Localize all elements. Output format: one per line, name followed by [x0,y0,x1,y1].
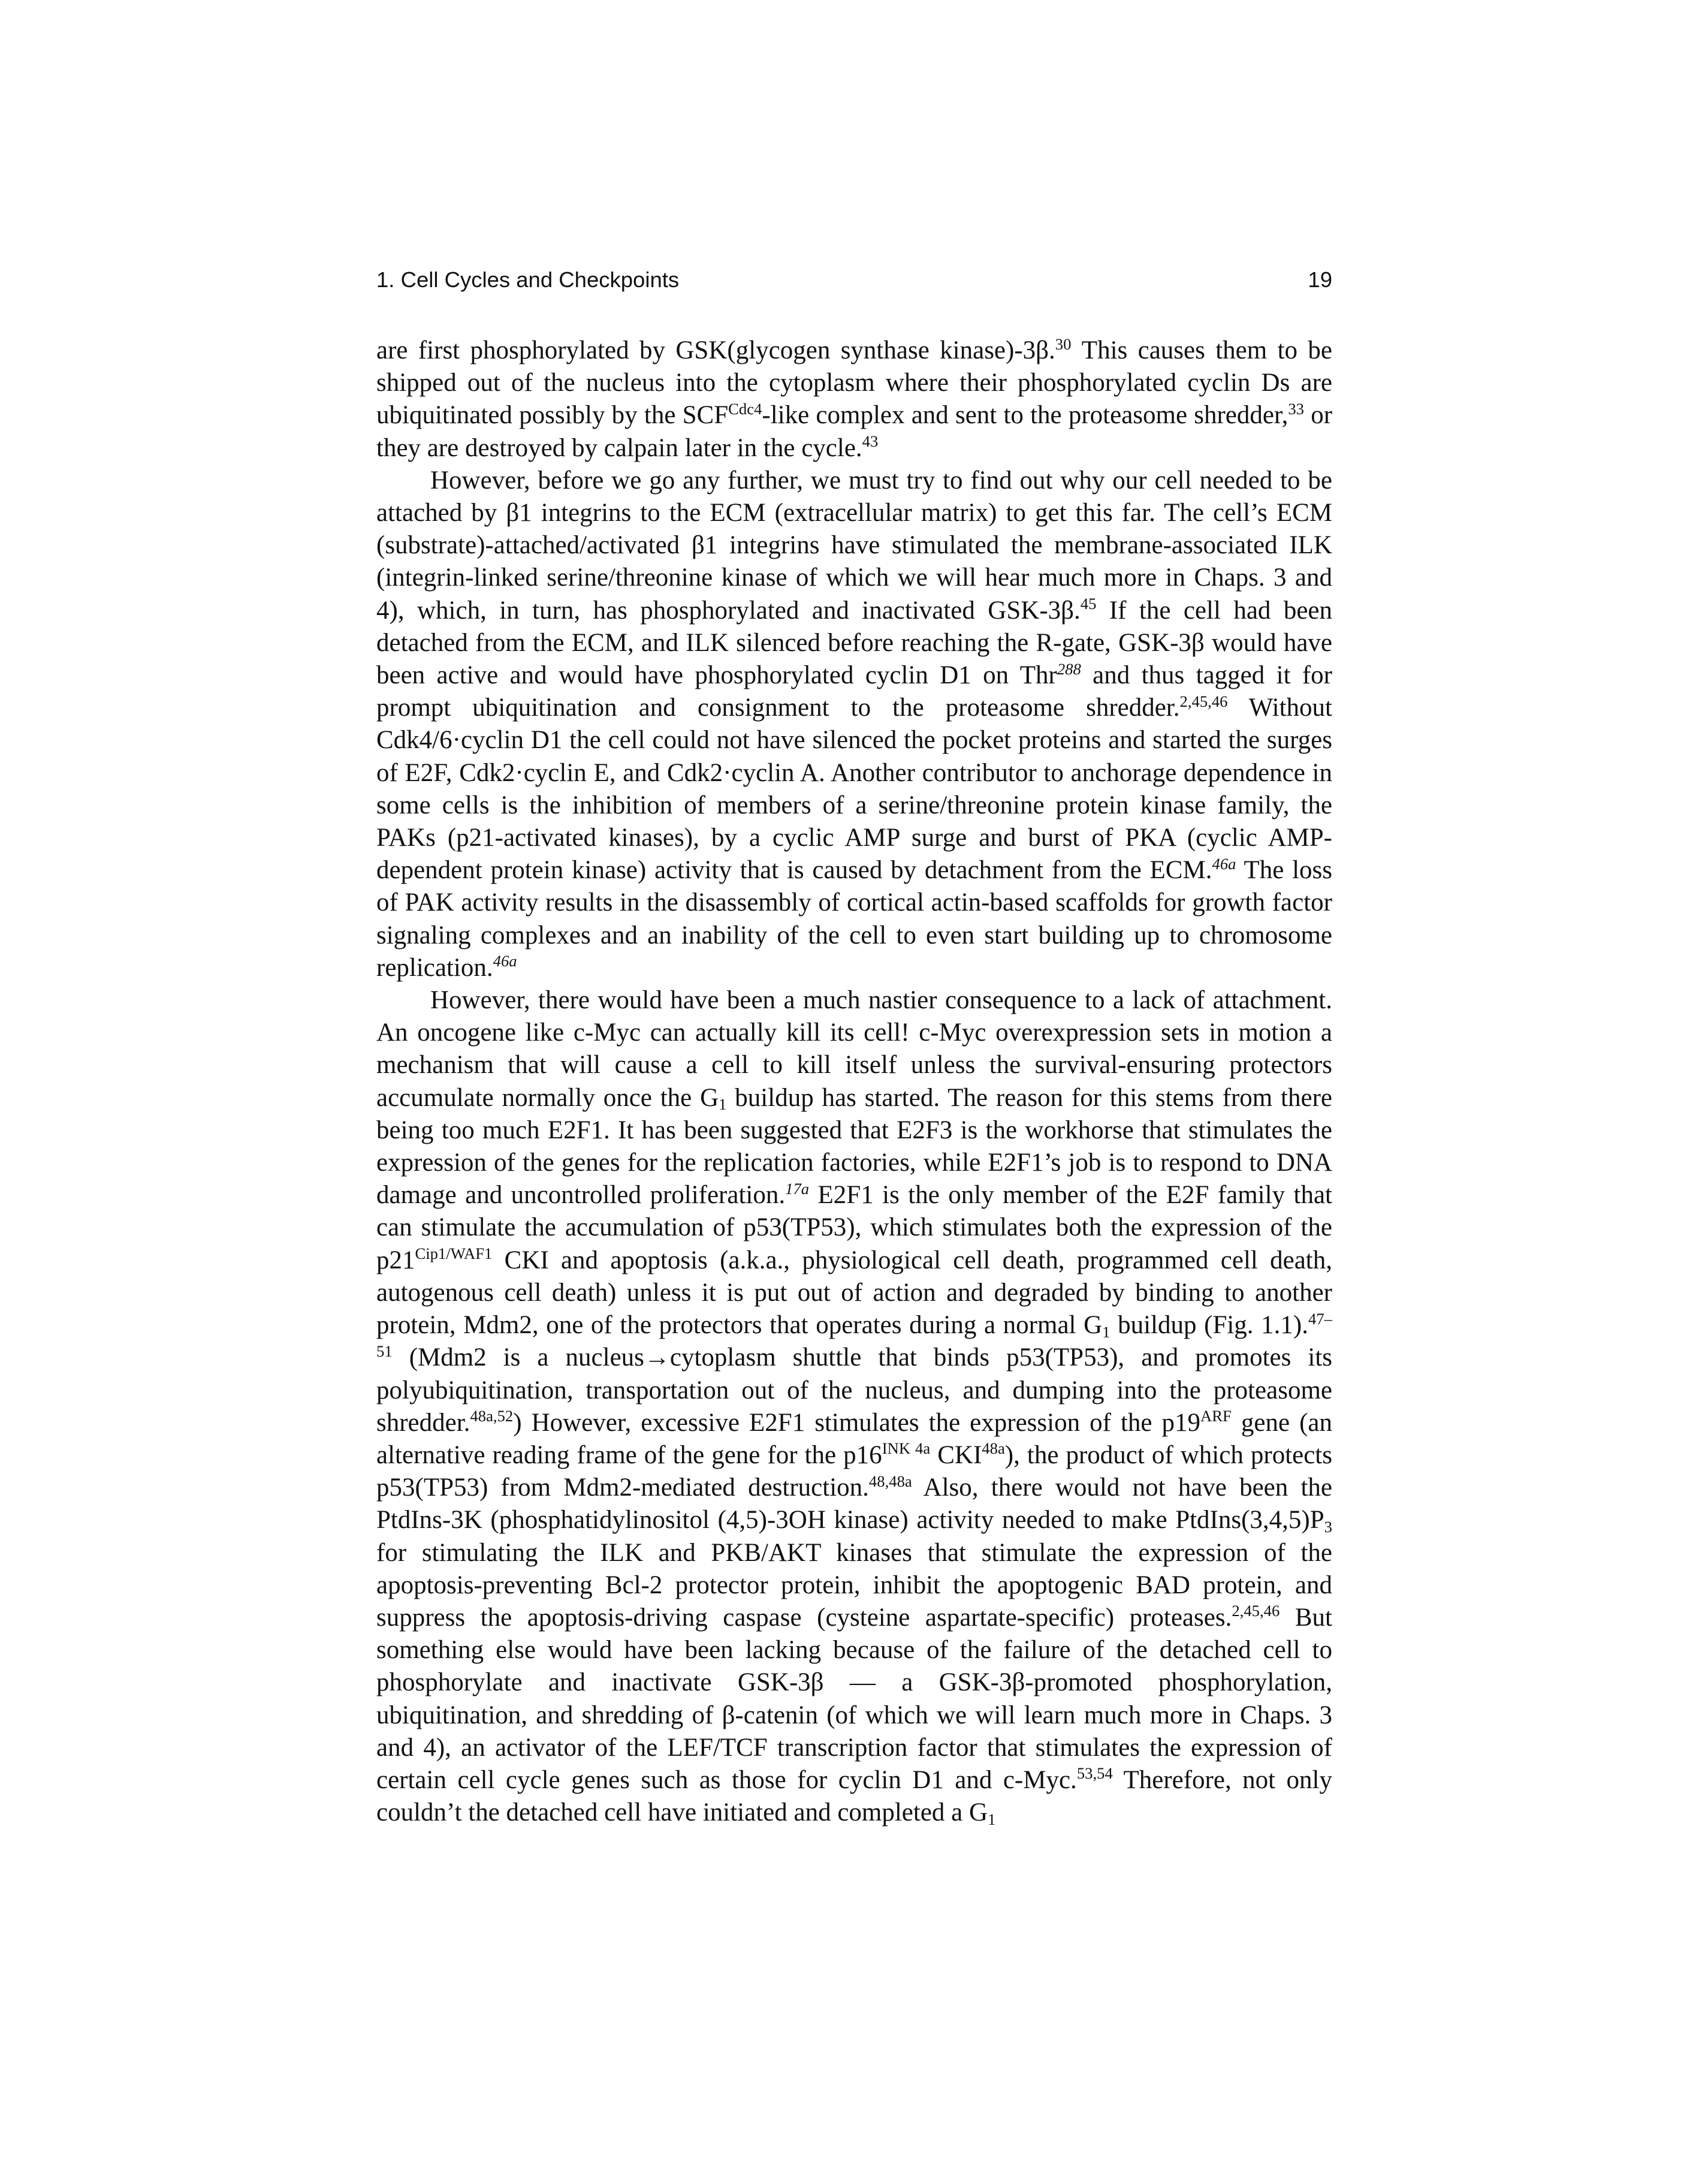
citation-superscript: 288 [1057,659,1081,678]
subscript: 1 [988,1810,996,1828]
citation-superscript: 48,48a [868,1472,912,1490]
citation-superscript: 45 [1080,595,1097,613]
text-run: However, there would have been a much nastier consequence to a lack of attachment. An oncogene like c-Myc can actually kill its cell! c-Myc overexpression sets in motion a mechanism that will cause a cell to kill itself unless the survival-ensuring protectors accumulate normally once the G [376,986,1332,1112]
text-run: This causes them to be shipped out of the nucleus into the cytoplasm where their phosphorylated cyclin Ds are ubiquitinated possibly by the SCF [376,336,1332,430]
citation-superscript: Cdc4 [728,399,762,418]
text-run: buildup has started. The reason for this stems from there being too much E2F1. It has been suggested that E2F3 is the workhorse that stimulates the expression of the genes for the replication factories, while E2F1’s job is to respond to DNA damage and uncontrolled proliferation. [376,1083,1332,1210]
text-run: gene (an alternative reading frame of the gene for the p16 [376,1408,1333,1469]
text-run: (Mdm2 is a nucleus→cytoplasm shuttle that binds p53(TP53), and promotes its polyubiquitination, transportation out of the nucleus, and dumping into the proteasome shredder. [376,1343,1332,1437]
text-run: However, before we go any further, we must try to find out why our cell needed to be attached by β1 integrins to the ECM (extracellular matrix) to get this far. The cell’s ECM (substrate)-attached/activated β1 integrins have stimulated the membrane-associated ILK (integrin-linked serine/threonine kinase of which we will hear much more in Chaps. 3 and 4), which, in turn, has phosphorylated and inactivated GSK-3β. [376,466,1332,625]
text-run: -like complex and sent to the proteasome shredder, [762,401,1288,430]
citation-superscript: 43 [862,432,879,451]
citation-superscript: INK 4a [882,1439,931,1458]
text-run: for stimulating the ILK and PKB/AKT kinases that stimulate the expression of the apoptosis-preventing Bcl-2 protector protein, inhibit the apoptogenic BAD protein, and suppress the apoptosis-driving caspase (cysteine aspartate-specific) proteases. [376,1538,1332,1632]
page-number: 19 [1308,267,1332,292]
citation-superscript: 46a [1212,854,1236,873]
text-run: are first phosphorylated by GSK(glycogen synthase kinase)-3β. [376,336,1055,364]
subscript: 1 [1102,1322,1110,1341]
text-run: But something else would have been lacking because of the failure of the detached cell to phosphorylate and inactivate GSK-3β — a GSK-3β-promoted phosphorylation, ubiquitination, and shredding of β-catenin (of which we will learn much more in Chaps. 3 and 4), an activator of the LEF/TCF transcription factor that stimulates the expression of certain cell cycle genes such as those for cyclin D1 and c-Myc. [376,1603,1332,1794]
text-run: CKI and apoptosis (a.k.a., physiological cell death, programmed cell death, autogenous cell death) unless it is put out of action and degraded by binding to another protein, Mdm2, one of the protectors that operates during a normal G [376,1246,1332,1340]
text-run: If the cell had been detached from the ECM, and ILK silenced before reaching the R-gate, GSK-3β would have been active and would have phosphorylated cyclin D1 on Thr [376,596,1332,690]
paragraph-1 [376,334,1332,465]
text-run: Without Cdk4/6·cyclin D1 the cell could not have silenced the pocket proteins and started the surges of E2F, Cdk2·cyclin E, and Cdk2·cyclin A. Another contributor to anchorage dependence in some cells is the inhibition of members of a serine/threonine protein kinase family, the PAKs (p21-activated kinases), by a cyclic AMP surge and burst of PKA (cyclic AMP-dependent protein kinase) activity that is caused by detachment from the ECM. [376,694,1332,885]
citation-superscript: ARF [1200,1407,1232,1425]
paragraph-3 [376,984,1332,1829]
text-run: The loss of PAK activity results in the disassembly of cortical actin-based scaffolds for growth factor signaling complexes and an inability of the cell to even start building up to chromosome replication. [376,856,1332,982]
citation-superscript: 33 [1288,399,1304,418]
citation-superscript: 48a [982,1439,1005,1458]
body-text [376,334,1332,1829]
chapter-title: 1. Cell Cycles and Checkpoints [376,267,680,292]
text-run: buildup (Fig. 1.1). [1110,1311,1308,1340]
citation-superscript: 17a [785,1179,810,1198]
citation-superscript: 53,54 [1076,1764,1113,1783]
citation-superscript: 2,45,46 [1232,1602,1280,1620]
citation-superscript: 2,45,46 [1179,692,1228,710]
subscript: 1 [719,1095,727,1114]
text-run: E2F1 is the only member of the E2F family that can stimulate the accumulation of p53(TP53), which stimulates both the expression of the p21 [376,1181,1332,1274]
text-run: ), the product of which protects p53(TP53) from Mdm2-mediated destruction. [376,1440,1332,1502]
text-run: ) However, excessive E2F1 stimulates the expression of the p19 [513,1408,1201,1437]
text-run: and thus tagged it for prompt ubiquitination and consignment to the proteasome shredder. [376,661,1333,722]
running-head [376,267,1332,303]
citation-superscript: 30 [1055,334,1072,353]
subscript: 3 [1324,1517,1332,1536]
citation-superscript: 48a,52 [470,1407,514,1425]
text-run: Therefore, not only couldn’t the detached cell have initiated and completed a G [376,1765,1332,1827]
citation-superscript: Cip1/WAF1 [415,1244,493,1263]
citation-superscript: 46a [493,952,517,971]
text-run: Also, there would not have been the PtdIns-3K (phosphatidylinositol (4,5)-3OH kinase) activity needed to make PtdIns(3,4,5)P [376,1473,1332,1535]
citation-superscript: 47–51 [376,1309,1332,1360]
paragraph-2 [376,465,1332,984]
text-run: CKI [930,1440,982,1469]
text-run: or they are destroyed by calpain later in the cycle. [376,401,1333,462]
